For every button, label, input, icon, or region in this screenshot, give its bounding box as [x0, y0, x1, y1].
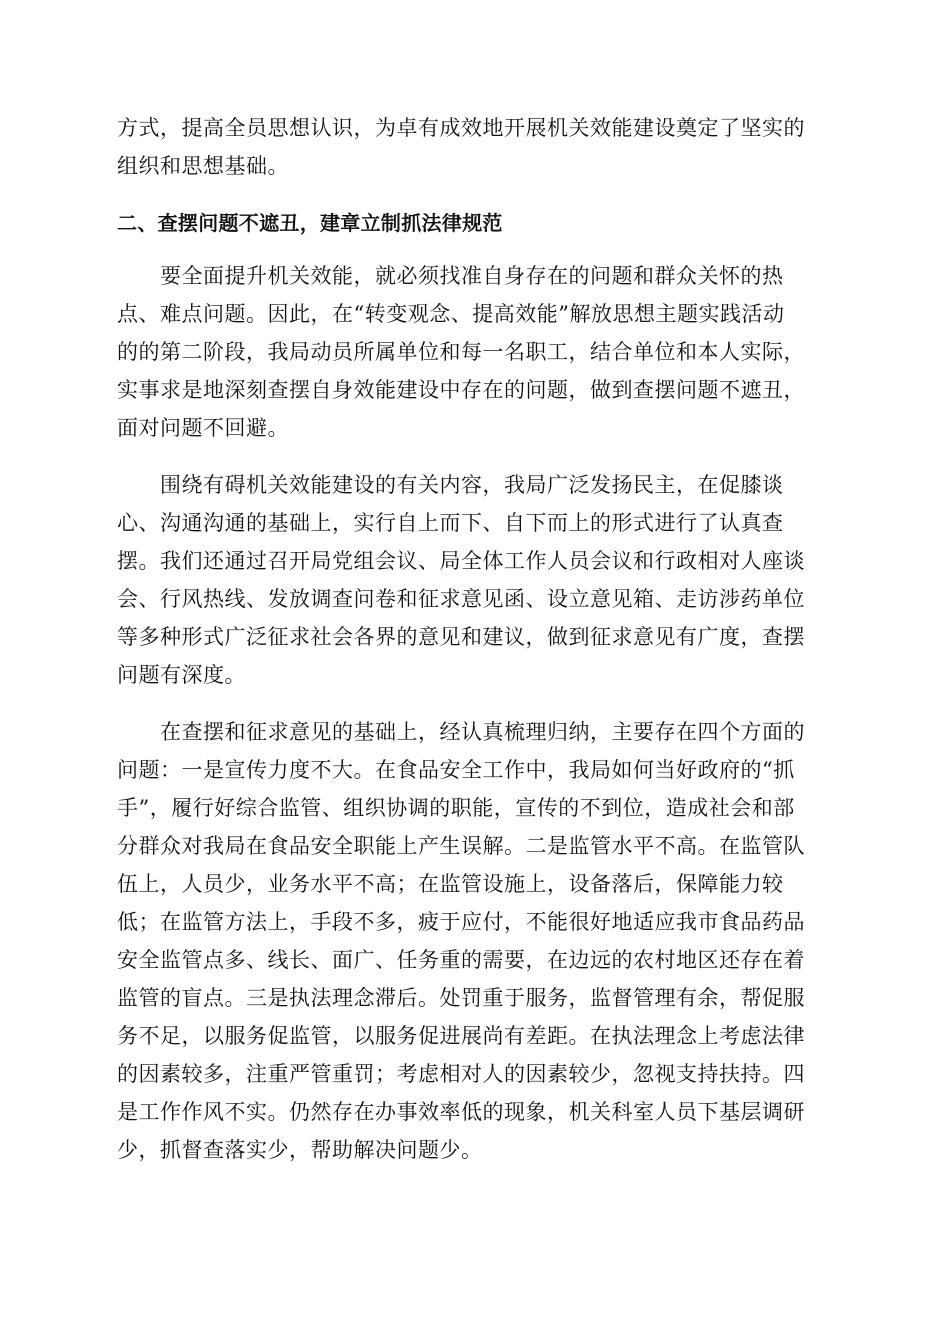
- paragraph-line: 务不足，以服务促监管，以服务促进展尚有差距。在执法理念上考虑法律: [117, 1024, 805, 1048]
- paragraph-line: 点、难点问题。因此，在“转变观念、提高效能”解放思想主题实践活动: [117, 302, 785, 326]
- paragraph-line: 问题：一是宣传力度不大。在食品安全工作中，我局如何当好政府的“抓: [117, 758, 795, 782]
- paragraph-line: 分群众对我局在食品安全职能上产生误解。二是监管水平不高。在监管队: [117, 834, 805, 858]
- paragraph-line: 低；在监管方法上，手段不多，疲于应付，不能很好地适应我市食品药品: [117, 910, 805, 934]
- paragraph-line: 的的第二阶段，我局动员所属单位和每一名职工，结合单位和本人实际，: [117, 340, 805, 364]
- paragraph-line: 方式，提高全员思想认识，为卓有成效地开展机关效能建设奠定了坚实的: [117, 116, 805, 140]
- paragraph-line: 组织和思想基础。: [117, 154, 289, 178]
- paragraph-line: 实事求是地深刻查摆自身效能建设中存在的问题，做到查摆问题不遮丑，: [117, 378, 805, 402]
- paragraph-line: 面对问题不回避。: [117, 416, 289, 440]
- paragraph-line: 心、沟通沟通的基础上，实行自上而下、自下而上的形式进行了认真查: [117, 511, 784, 535]
- paragraph-line: 少，抓督查落实少，帮助解决问题少。: [117, 1138, 483, 1162]
- paragraph-line: 伍上，人员少，业务水平不高；在监管设施上，设备落后，保障能力较: [117, 872, 784, 896]
- paragraph-line: 安全监管点多、线长、面广、任务重的需要，在边远的农村地区还存在着: [117, 948, 805, 972]
- paragraph-line: 是工作作风不实。仍然存在办事效率低的现象，机关科室人员下基层调研: [117, 1100, 805, 1124]
- paragraph-line: 监管的盲点。三是执法理念滞后。处罚重于服务，监督管理有余，帮促服: [117, 986, 805, 1010]
- paragraph-line: 在查摆和征求意见的基础上，经认真梳理归纳，主要存在四个方面的: [160, 720, 805, 744]
- paragraph-line: 会、行风热线、发放调查问卷和征求意见函、设立意见箱、走访涉药单位: [117, 587, 805, 611]
- paragraph-line: 要全面提升机关效能，就必须找准自身存在的问题和群众关怀的热: [160, 264, 784, 288]
- paragraph-line: 手”，履行好综合监管、组织协调的职能，宣传的不到位，造成社会和部: [117, 796, 795, 820]
- paragraph-line: 的因素较多，注重严管重罚；考虑相对人的因素较少，忽视支持扶持。四: [117, 1062, 805, 1086]
- paragraph-line: 问题有深度。: [117, 663, 246, 687]
- paragraph-line: 围绕有碍机关效能建设的有关内容，我局广泛发扬民主，在促膝谈: [160, 473, 784, 497]
- section-heading: 二、查摆问题不遮丑，建章立制抓法律规范: [117, 211, 503, 235]
- paragraph-line: 等多种形式广泛征求社会各界的意见和建议，做到征求意见有广度，查摆: [117, 625, 805, 649]
- paragraph-line: 摆。我们还通过召开局党组会议、局全体工作人员会议和行政相对人座谈: [117, 549, 805, 573]
